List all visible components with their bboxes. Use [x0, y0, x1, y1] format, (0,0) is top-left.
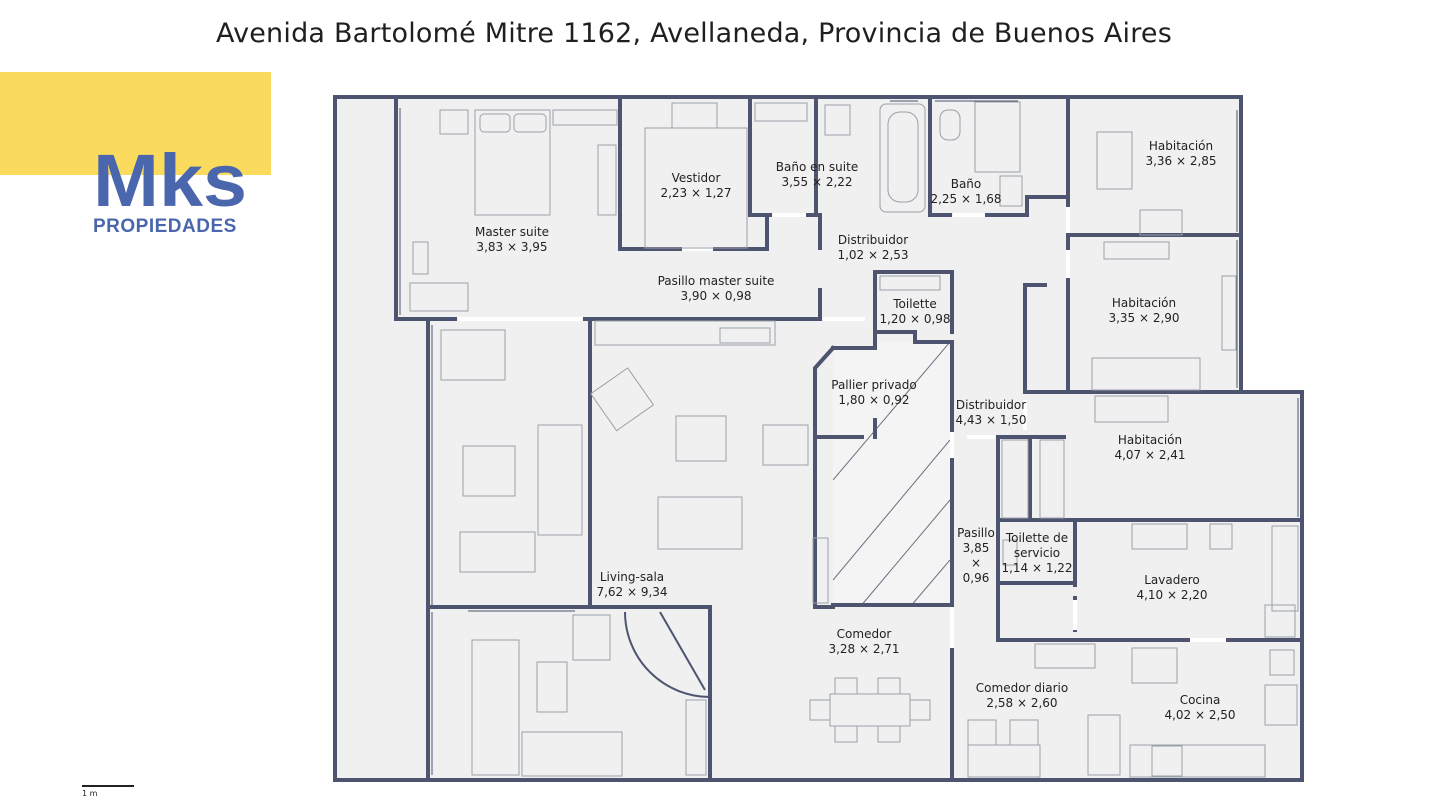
room-dims: 4,43 × 1,50 [955, 413, 1027, 427]
scale-bar [82, 785, 134, 787]
room-label-pasillo [957, 526, 995, 586]
room-label-cocina [1164, 693, 1235, 723]
room-name: Baño en suite [775, 160, 859, 174]
room-name: Comedor diario [975, 681, 1069, 695]
room-dims: 2,25 × 1,68 [930, 192, 1002, 206]
room-dims: 4,10 × 2,20 [1136, 588, 1208, 602]
room-label-distribuidor-2 [955, 398, 1026, 428]
room-label-distribuidor-1 [837, 233, 908, 263]
room-name: Toilette de [1005, 531, 1069, 545]
room-label-lavadero [1136, 573, 1207, 603]
room-name: Pasillo [957, 526, 995, 540]
room-name: Living-sala [599, 570, 665, 584]
room-name: Vestidor [671, 171, 721, 185]
room-label-toilette [879, 297, 950, 327]
room-label-living-sala [596, 570, 667, 600]
room-name: Habitación [1117, 433, 1183, 447]
room-name: Toilette [893, 297, 937, 311]
room-dims: 3,28 × 2,71 [828, 642, 900, 656]
room-label-pallier-privado [831, 378, 916, 408]
room-name: Baño [950, 177, 982, 191]
room-name: Cocina [1179, 693, 1221, 707]
room-label-bano-en-suite [776, 160, 858, 190]
property-address-title: Avenida Bartolomé Mitre 1162, Avellaneda, Provincia de Buenos Aires [215, 18, 1173, 49]
room-label-pasillo-master-suite [658, 274, 775, 304]
room-dims: 4,02 × 2,50 [1164, 708, 1236, 722]
room-label-habitacion-2 [1108, 296, 1179, 326]
room-label-habitacion-3 [1114, 433, 1185, 463]
room-dims: 1,20 × 0,98 [879, 312, 951, 326]
room-dims: 3,55 × 2,22 [781, 175, 853, 189]
room-dims: 2,58 × 2,60 [986, 696, 1058, 710]
room-dims: 3,35 × 2,90 [1108, 311, 1180, 325]
room-label-vestidor [660, 171, 731, 201]
room-name: Habitación [1111, 296, 1177, 310]
svg-text:Mks: Mks [93, 148, 247, 214]
room-name: Comedor [836, 627, 892, 641]
room-dims: 3,36 × 2,85 [1145, 154, 1217, 168]
room-dims: 3,83 × 3,95 [476, 240, 548, 254]
room-name: Master suite [474, 225, 550, 239]
room-name: Habitación [1148, 139, 1214, 153]
room-dims: 1,02 × 2,53 [837, 248, 909, 262]
room-name: Distribuidor [837, 233, 909, 247]
room-dims: 1,14 × 1,22 [1001, 561, 1073, 575]
room-label-comedor [828, 627, 899, 657]
room-name: Pallier privado [831, 378, 917, 392]
room-name: Pasillo master suite [657, 274, 775, 288]
room-dims-x: × [970, 556, 982, 570]
room-dims-b: 0,96 [962, 571, 990, 585]
room-label-master-suite [475, 225, 549, 255]
room-dims: 2,23 × 1,27 [660, 186, 732, 200]
room-dims-a: 3,85 [962, 541, 990, 555]
room-dims: 4,07 × 2,41 [1114, 448, 1186, 462]
room-label-bano [930, 177, 1001, 207]
logo-subtitle: PROPIEDADES [93, 216, 237, 237]
room-name-2: servicio [1013, 546, 1061, 560]
room-label-habitacion-1 [1145, 139, 1216, 169]
room-dims: 7,62 × 9,34 [596, 585, 668, 599]
room-name: Distribuidor [955, 398, 1027, 412]
scale-label: 1 m [82, 789, 98, 798]
room-dims: 1,80 × 0,92 [838, 393, 910, 407]
room-name: Lavadero [1144, 573, 1200, 587]
room-dims: 3,90 × 0,98 [680, 289, 752, 303]
room-label-comedor-diario [976, 681, 1068, 711]
room-label-toilette-de-servicio [1001, 531, 1072, 576]
